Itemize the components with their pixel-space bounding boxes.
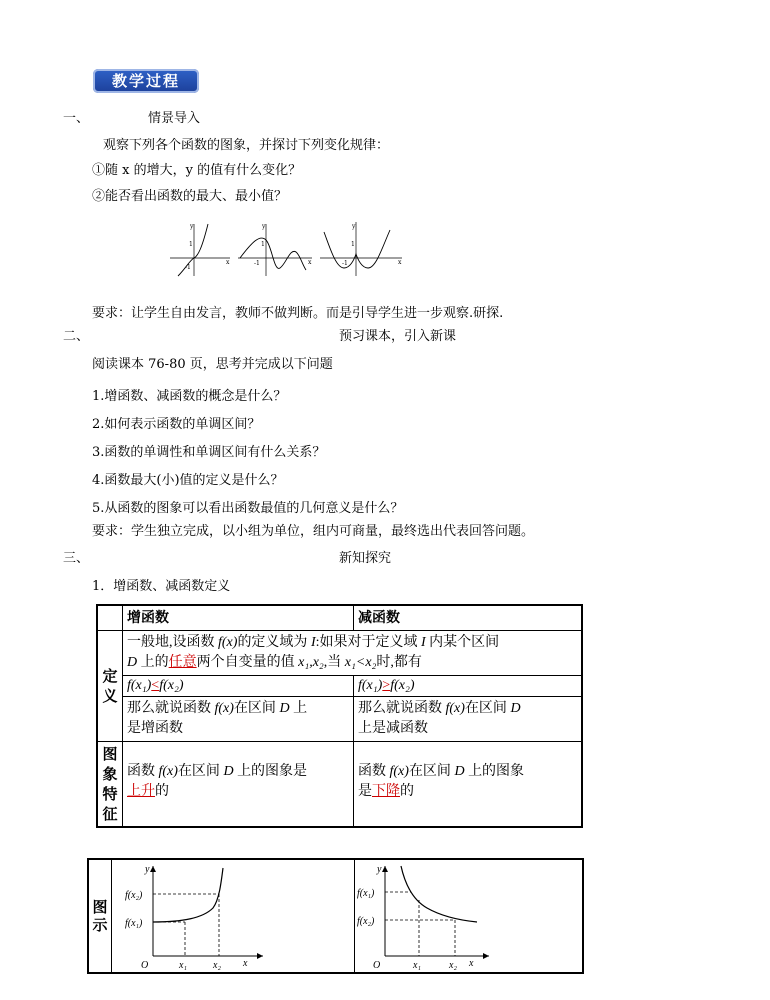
question-1: ①随 x 的增大，y 的值有什么变化？ — [92, 163, 302, 178]
list-item: 3.函数的单调性和单调区间有什么关系？ — [92, 445, 326, 460]
keyword-falling: 下降 — [372, 784, 400, 799]
graph1-minus-one: -1 — [185, 264, 191, 271]
graph2-one: 1 — [261, 241, 265, 248]
function-graphs — [168, 218, 408, 280]
header-decreasing: 减函数 — [354, 605, 583, 631]
graph2-x-label: x — [308, 259, 312, 266]
illustration-label: 图示 — [92, 898, 108, 934]
origin-label: O — [373, 960, 381, 970]
graph1-x-label: x — [226, 259, 230, 266]
decreasing-graph-feature: 函数 f(x)在区间 D 上的图象 是下降的 — [354, 742, 583, 828]
list-item: 2.如何表示函数的单调区间？ — [92, 417, 261, 432]
increasing-graph-feature: 函数 f(x)在区间 D 上的图象是 上升的 — [123, 742, 354, 828]
intro-text: 观察下列各个函数的图象，并探讨下列变化规律： — [103, 138, 390, 153]
graph-cubic — [170, 223, 230, 276]
graph3-x-label: x — [398, 259, 402, 266]
graph-w-shape — [320, 222, 402, 276]
graph2-minus-one: -1 — [254, 260, 260, 267]
x2-label: x₂ — [449, 960, 457, 970]
origin-label: O — [141, 960, 149, 970]
graph3-y-label: y — [352, 223, 356, 230]
fx2-label: f(x₂) — [125, 890, 143, 901]
section-banner: 教学过程 — [93, 69, 199, 93]
definition-text: 一般地,设函数 f(x)的定义域为 I:如果对于定义域 I 内某个区间 D 上的任意两个自变量的值 x₁,x₂,当 x₁<x₂时,都有 — [123, 631, 583, 676]
graph3-one: 1 — [351, 241, 355, 248]
question-2: ②能否看出函数的最大、最小值？ — [92, 189, 288, 204]
keyword-any: 任意 — [168, 655, 197, 670]
increasing-conclusion: 那么就说函数 f(x)在区间 D 上 是增函数 — [123, 697, 354, 742]
section-1-title: 情景导入 — [148, 111, 201, 126]
requirement-1: 要求：让学生自由发言，教师不做判断。而是引导学生进一步观察.研探. — [92, 306, 504, 321]
x1-label: x₁ — [179, 960, 187, 970]
increasing-graph — [113, 860, 353, 970]
subsection-title: 1．增函数、减函数定义 — [92, 579, 231, 594]
y-axis-label: y — [377, 864, 382, 875]
keyword-rising: 上升 — [127, 784, 155, 799]
section-1-number: 一、 — [63, 111, 90, 126]
section-3-number: 三、 — [63, 551, 90, 566]
y-axis-label: y — [145, 864, 150, 875]
x2-label: x₂ — [213, 960, 221, 970]
section-3-title: 新知探究 — [339, 551, 392, 566]
increasing-condition: f(x₁)<f(x₂) — [123, 676, 354, 697]
reading-task: 阅读课本 76-80 页，思考并完成以下问题 — [92, 357, 333, 372]
fx1-label: f(x₁) — [357, 888, 375, 899]
image-feature-label: 图象特征 — [97, 742, 123, 828]
decreasing-condition: f(x₁)>f(x₂) — [354, 676, 583, 697]
list-item: 5.从函数的图象可以看出函数最值的几何意义是什么？ — [92, 501, 404, 516]
definition-table — [96, 604, 583, 828]
graph1-one: 1 — [189, 241, 193, 248]
decreasing-conclusion: 那么就说函数 f(x)在区间 D 上是减函数 — [354, 697, 583, 742]
requirement-2: 要求：学生独立完成，以小组为单位，组内可商量，最终选出代表回答问题。 — [92, 524, 535, 539]
section-2-title: 预习课本，引入新课 — [339, 329, 457, 344]
x-axis-label: x — [469, 958, 474, 969]
section-2-number: 二、 — [63, 329, 90, 344]
fx1-label: f(x₁) — [125, 918, 143, 929]
header-increasing: 增函数 — [123, 605, 354, 631]
list-item: 1.增函数、减函数的概念是什么？ — [92, 389, 287, 404]
graph1-y-label: y — [190, 223, 194, 230]
x1-label: x₁ — [413, 960, 421, 970]
illustration-box — [87, 858, 584, 974]
x-axis-label: x — [243, 958, 248, 969]
graph2-y-label: y — [262, 223, 266, 230]
graph-wave — [238, 223, 312, 276]
graph3-minus-one: -1 — [342, 260, 348, 267]
list-item: 4.函数最大(小)值的定义是什么？ — [92, 473, 284, 488]
fx2-label: f(x₂) — [357, 916, 375, 927]
definition-label: 定义 — [97, 631, 123, 742]
decreasing-graph — [357, 860, 579, 970]
